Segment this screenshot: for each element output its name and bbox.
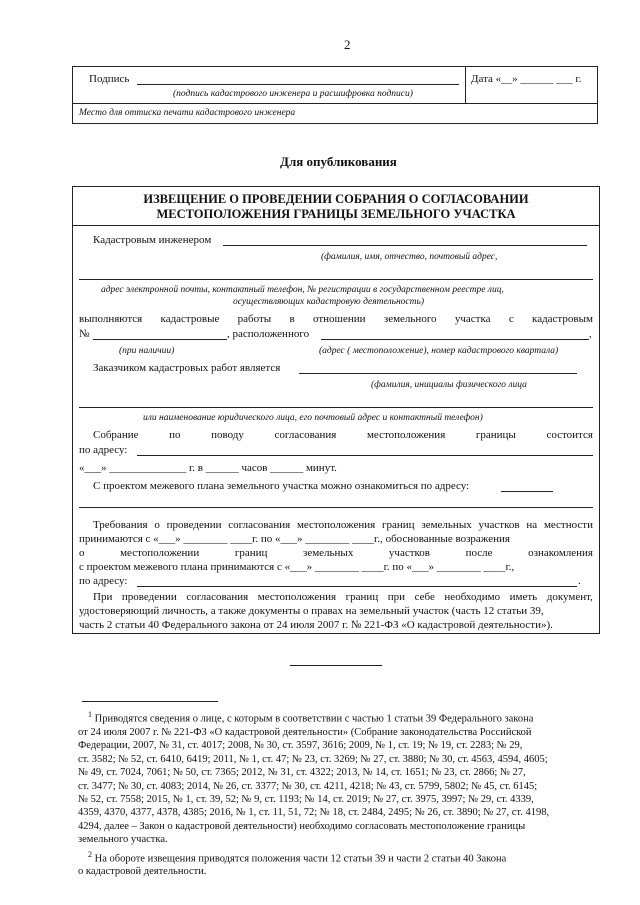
engineer-field[interactable] <box>223 245 587 246</box>
engineer-caption: адрес электронной почты, контактный телефон, № регистрации в государственном реестре лиц, <box>101 285 504 295</box>
engineer-caption: осуществляющих кадастровую деятельность) <box>233 297 424 307</box>
works-line: выполняются кадастровые работы в отношении земельного участка с кадастровым <box>79 313 593 325</box>
page-number: 2 <box>344 37 351 52</box>
footnote-line: ст. 3477; № 30, ст. 4083; 2014, № 26, ст. 3377; № 30, ст. 4211, 4218; № 43, ст. 5799, 5802; № 45, ст. 6145; <box>78 780 538 792</box>
table-divider <box>465 67 466 103</box>
period: . <box>578 575 581 587</box>
location-field[interactable] <box>321 339 589 340</box>
signature-label: Подпись <box>89 73 130 85</box>
caption-if-any: (при наличии) <box>119 346 175 356</box>
customer-label: Заказчиком кадастровых работ является <box>93 362 281 374</box>
footnote-line: земельного участка. <box>78 834 168 846</box>
engineer-field[interactable] <box>79 279 593 280</box>
requirements-line: о местоположении границ земельных участков после ознакомления <box>79 547 593 559</box>
signature-field[interactable] <box>137 84 459 85</box>
customer-field[interactable] <box>299 373 577 374</box>
title-divider <box>73 225 599 226</box>
final-line: удостоверяющий личность, а также документы о правах на земельный участок (часть 12 статьи 39, <box>79 605 544 617</box>
footnotes <box>78 708 604 879</box>
customer-caption: (фамилия, инициалы физического лица <box>371 380 527 390</box>
customer-caption: или наименование юридического лица, его почтовый адрес и контактный телефон) <box>143 413 483 423</box>
project-label: С проектом межевого плана земельного участка можно ознакомиться по адресу: <box>93 480 470 492</box>
objections-address-label: по адресу: <box>79 575 128 587</box>
footnote-line: 4294, далее – Закон о кадастровой деятельности) необходимо согласовать местоположение границы <box>78 820 526 832</box>
footnote-line: от 24 июля 2007 г. № 221-ФЗ «О кадастровой деятельности» (Собрание законодательства Российской <box>78 726 532 738</box>
stamp-label: Место для оттиска печати кадастрового инженера <box>79 108 296 118</box>
customer-field[interactable] <box>79 407 593 408</box>
footnote-line: Федерации, 2007, № 31, ст. 4017; 2008, № 30, ст. 3597, 3616; 2009, № 1, ст. 19; № 19, ст. 2283; № 29, <box>78 740 523 752</box>
meeting-address-label: по адресу: <box>79 444 128 456</box>
notice-box <box>72 186 600 634</box>
table-divider <box>73 103 597 104</box>
footnote <box>78 848 604 879</box>
footnote <box>78 708 604 847</box>
meeting-line: Собрание по поводу согласования местоположения границы состоится <box>93 429 593 441</box>
footnote-line: № 52, ст. 7558; 2015, № 1, ст. 39, 52; № 9, ст. 1193; № 14, ст. 2019; № 27, ст. 3975, 3997; № 29, ст. 4339, <box>78 793 534 805</box>
notice-title: ИЗВЕЩЕНИЕ О ПРОВЕДЕНИИ СОБРАНИЯ О СОГЛАСОВАНИИ <box>143 192 529 206</box>
final-line: часть 2 статьи 40 Федерального закона от 24 июля 2007 г. № 221-ФЗ «О кадастровой деятельности»). <box>79 619 553 631</box>
footnote-line: На обороте извещения приводятся положения части 12 статьи 39 и части 2 статьи 40 Закона <box>94 853 507 865</box>
footnote-mark: 1 <box>88 710 92 719</box>
requirements-line: Требования о проведении согласования местоположения границ земельных участков на местности <box>93 519 593 531</box>
footnote-line: о кадастровой деятельности. <box>78 866 207 878</box>
notice-title: МЕСТОПОЛОЖЕНИЯ ГРАНИЦЫ ЗЕМЕЛЬНОГО УЧАСТКА <box>156 207 516 221</box>
engineer-label: Кадастровым инженером <box>93 234 212 246</box>
footnote-line: № 49, ст. 7024, 7061; № 50, ст. 7365; 2012, № 31, ст. 4322; 2013, № 14, ст. 1651; № 23, ст. 2866; № 27, <box>78 767 526 779</box>
footnote-rule <box>82 701 218 702</box>
footnote-line: Приводятся сведения о лице, с которым в соответствии с частью 1 статьи 39 Федерального закона <box>94 713 534 725</box>
section-title: Для опубликования <box>280 154 397 169</box>
caption-address: (адрес ( местоположение), номер кадастрового квартала) <box>319 346 559 356</box>
footnote-line: ст. 3582; № 52, ст. 6410, 6419; 2011, № 1, ст. 47; № 23, ст. 3269; № 27, ст. 3880; № 30, ст. 4563, 4594, 4605; <box>78 753 548 765</box>
number-prefix: № <box>79 328 90 340</box>
date-field[interactable]: Дата «__» ______ ___ г. <box>471 73 582 85</box>
requirements-dates[interactable]: принимаются с «___» ________ ____г. по «___» ________ ____г., обоснованные возражения <box>79 533 510 545</box>
meeting-address-field[interactable] <box>137 455 593 456</box>
final-line: При проведении согласования местоположения границ при себе необходимо иметь документ, <box>93 591 593 603</box>
cadastral-number-field[interactable] <box>93 339 227 340</box>
signature-table <box>72 66 598 124</box>
separator <box>290 665 382 666</box>
footnote-line: 4359, 4370, 4377, 4378, 4385; 2016, № 1, ст. 11, 51, 72; № 18, ст. 2484, 2495; № 26, ст. 3890; № 27, ст. 4198, <box>78 807 550 819</box>
objections-address-field[interactable] <box>137 586 577 587</box>
footnote-mark: 2 <box>88 849 92 859</box>
located-label: , расположенного <box>227 328 310 340</box>
project-address-field[interactable] <box>79 507 593 508</box>
objections-dates[interactable]: с проектом межевого плана принимаются с «___» ________ ____г. по «___» ________ ____г., <box>79 561 515 573</box>
meeting-time[interactable]: «___» ______________ г. в ______ часов ______ минут. <box>79 462 337 474</box>
signature-caption: (подпись кадастрового инженера и расшифровка подписи) <box>173 89 413 99</box>
engineer-caption: (фамилия, имя, отчество, почтовый адрес, <box>321 252 498 262</box>
comma: , <box>589 328 592 340</box>
project-address-field[interactable] <box>501 491 553 492</box>
